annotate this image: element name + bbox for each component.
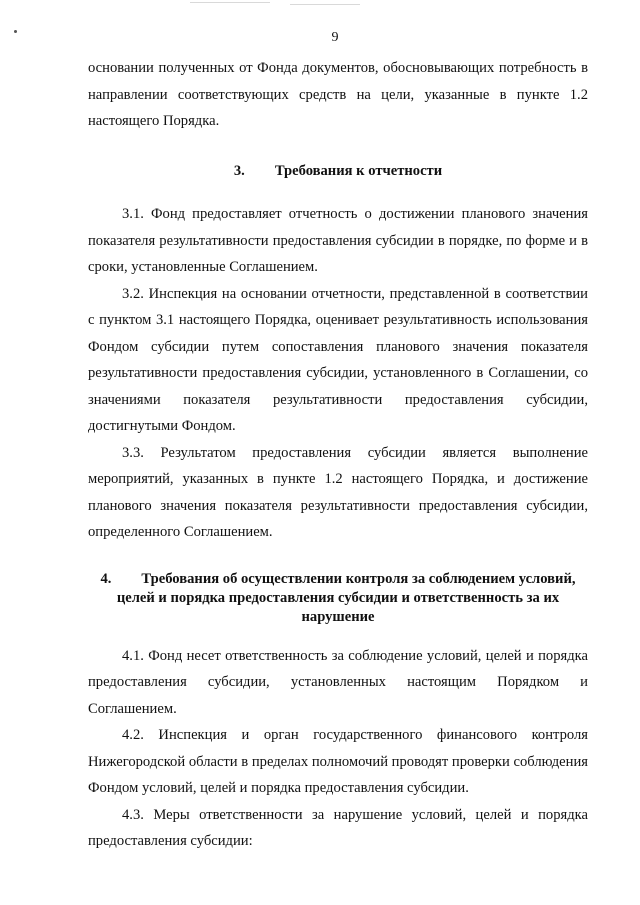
paragraph-4-2: 4.2. Инспекция и орган государственного финансового контроля Нижегородской области в пределах полномочий проводят проверки соблюдения Фондом условий, целей и порядка предоставления субсидии. xyxy=(88,727,588,796)
scan-artifact xyxy=(290,4,360,5)
section-3-heading xyxy=(88,158,588,185)
section-3-number: 3. xyxy=(233,162,245,179)
document-body xyxy=(88,55,588,855)
paragraph-4-3: 4.3. Меры ответственности за нарушение условий, целей и порядка предоставления субсидии: xyxy=(88,806,588,849)
paragraph-3-2: 3.2. Инспекция на основании отчетности, представленной в соответствии с пунктом 3.1 настоящего Порядка, оценивает результативность использования Фондом субсидии путем сопоставления планового значения показателя результативности предоставления субсидии, установленного в Соглашении, со значениями показателя результативности предоставления субсидии, достигнутыми Фондом. xyxy=(88,285,588,434)
paragraph-3-3: 3.3. Результатом предоставления субсидии является выполнение мероприятий, указанных в пункте 1.2 настоящего Порядка, и достижение планового значения показателя результативности предоставления субсидии, определенного Соглашением. xyxy=(88,444,588,540)
section-4-number: 4. xyxy=(100,570,112,587)
section-3-title: Требования к отчетности xyxy=(274,162,443,179)
scan-artifact xyxy=(190,2,270,3)
intro-paragraph: основании полученных от Фонда документов, обосновывающих потребность в направлении соответствующих средств на цели, указанные в пункте 1.2 настоящего Порядка. xyxy=(88,60,588,129)
paragraph-3-1: 3.1. Фонд предоставляет отчетность о достижении планового значения показателя результативности предоставления субсидии в порядке, по форме и в сроки, установленные Соглашением. xyxy=(88,206,588,275)
section-4-heading xyxy=(88,570,588,627)
page-number: 9 xyxy=(331,30,339,45)
section-4-title: Требования об осуществлении контроля за соблюдением условий, целей и порядка предоставления субсидии и ответственность за их нарушение xyxy=(116,570,576,625)
paragraph-4-1: 4.1. Фонд несет ответственность за соблюдение условий, целей и порядка предоставления субсидии, установленных настоящим Порядком и Соглашением. xyxy=(88,647,588,717)
